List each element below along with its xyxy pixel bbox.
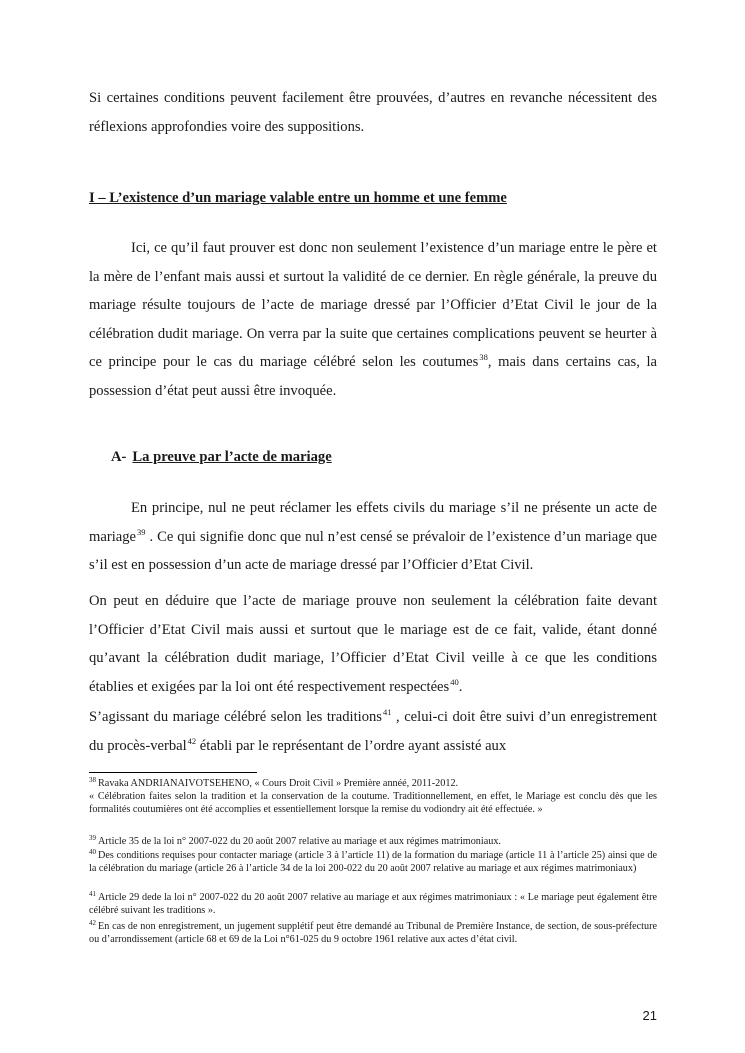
footnote-number: 40 xyxy=(89,848,96,856)
intro-paragraph xyxy=(89,84,657,141)
paragraph-text: En principe, nul ne peut réclamer les effets civils du mariage s’il ne présente un acte de mariage xyxy=(89,500,657,545)
footnote-text: Ravaka ANDRIANAIVOTSEHENO, « Cours Droit Civil » Première annéé, 2011-2012. xyxy=(98,778,459,789)
footnote-number: 38 xyxy=(89,776,96,784)
footnote-ref-40: 40 xyxy=(450,676,459,687)
paragraph-mariage-valable xyxy=(89,234,657,405)
subsection-heading-a xyxy=(111,449,332,466)
footnote-number: 42 xyxy=(89,919,96,927)
footnote-ref-41: 41 xyxy=(383,707,392,717)
paragraph-en-principe xyxy=(89,494,657,580)
footnote-text: Article 29 dede la loi n° 2007-022 du 20 août 2007 relative au mariage et aux régimes matrimoniaux : « Le mariage peut également être célébré suivant les traditions ». xyxy=(89,892,657,917)
footnote-ref-39: 39 xyxy=(137,526,146,537)
footnote-text: « Célébration faites selon la tradition et la conservation de la coutume. Traditionnellement, en effet, le Mariage est conclu dès que les formalités coutumières ont été accomplies et essentiellement lorsque la remise du vodiondry ait été effectuée. » xyxy=(89,791,657,816)
paragraph-sagissant xyxy=(89,703,657,760)
footnote-text: Article 35 de la loi n° 2007-022 du 20 août 2007 relative au mariage et aux régimes matrimoniaux. xyxy=(98,836,501,847)
paragraph-text: . Ce qui signifie donc que nul n’est censé se prévaloir de l’existence d’un mariage que s’il est en possession d’un acte de mariage dressé par l’Officier d’Etat Civil. xyxy=(89,528,657,573)
footnote-40 xyxy=(89,849,657,875)
footnote-ref-42: 42 xyxy=(187,735,197,746)
paragraph-on-peut-en-deduire xyxy=(89,587,657,701)
paragraph-text: établi par le représentant de l’ordre ayant assisté aux xyxy=(196,737,507,754)
footnote-number: 39 xyxy=(89,834,96,842)
footnote-number: 41 xyxy=(89,890,96,898)
paragraph-text: , mais dans certains cas, la possession d’état peut aussi être invoquée. xyxy=(89,354,657,399)
footnote-41 xyxy=(89,891,657,917)
intro-text: Si certaines conditions peuvent facilement être prouvées, d’autres en revanche nécessitent des réflexions approfondies voire des suppositions. xyxy=(89,90,657,135)
paragraph-text: On peut en déduire que l’acte de mariage prouve non seulement la célébration faite devant l’Officier d’Etat Civil mais aussi et surtout que le mariage est de ce fait, valide, étant donné qu’avant la célébration dudit mariage, l’Officier d’Etat Civil veille à ce que les conditions établies et exigées par la loi ont été respectivement respectées xyxy=(89,593,657,695)
subsection-title: La preuve par l’acte de mariage xyxy=(132,449,332,465)
footnote-text: En cas de non enregistrement, un jugement supplétif peut être demandé au Tribunal de Première Instance, de section, de sous-préfecture ou d’arrondissement (article 68 et 69 de la Loi n°61-025 du 9 octobre 1961 relative aux actes d’état civil. xyxy=(89,921,657,946)
footnote-39 xyxy=(89,835,657,848)
footnote-separator xyxy=(89,772,257,773)
subsection-prefix: A- xyxy=(111,449,127,465)
paragraph-text: . xyxy=(458,678,463,695)
footnote-text: Des conditions requises pour contacter mariage (article 3 à l’article 11) de la formation du mariage (article 11 à l’article 25) ainsi que de la célébration du mariage (article 26 à l’article 34 de la loi 200-022 du 20 août 2007 relative au mariage et aux régimes matrimoniaux) xyxy=(89,850,657,875)
paragraph-text: , celui-ci doit être suivi d’un enregistrement du procès-verbal xyxy=(89,709,657,754)
paragraph-text: S’agissant du mariage célébré selon les traditions xyxy=(89,709,382,725)
footnote-42 xyxy=(89,920,657,946)
section-heading-i: I – L’existence d’un mariage valable entre un homme et une femme xyxy=(89,190,507,206)
paragraph-text: Ici, ce qu’il faut prouver est donc non seulement l’existence d’un mariage entre le père et la mère de l’enfant mais aussi et surtout la validité de ce dernier. En règle générale, la preuve du mariage résulte toujours de l’acte de mariage dressé par l’Officier d’Etat Civil le jour de la célébration dudit mariage. On verra par la suite que certaines complications peuvent se heurter à ce principe pour le cas du mariage célébré selon les coutumes xyxy=(89,240,657,370)
footnote-38 xyxy=(89,777,657,816)
page-number: 21 xyxy=(642,1008,657,1023)
footnote-ref-38: 38 xyxy=(479,352,488,362)
